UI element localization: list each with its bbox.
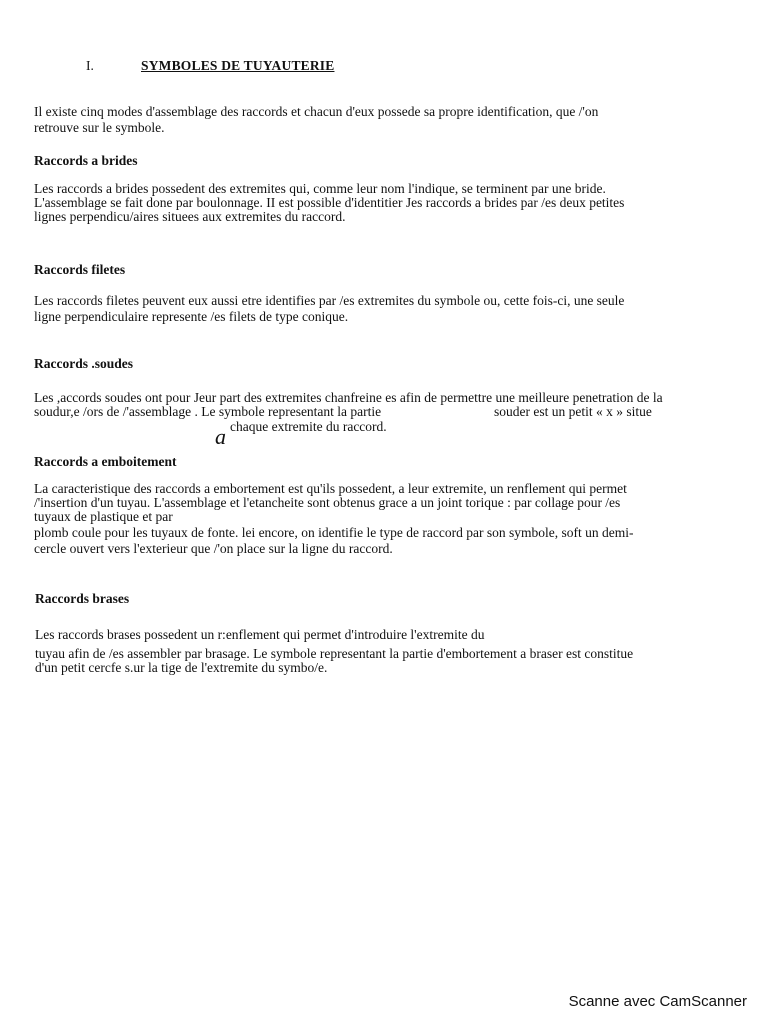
section-text-line: L'assemblage se fait done par boulonnage. II est possible d'identitier Jes raccords a brides par /es deux petites [34, 195, 625, 210]
section-heading-soudes: Raccords .soudes [34, 356, 134, 371]
section-text-line: ligne perpendiculaire represente /es filets de type conique. [34, 309, 349, 324]
camscanner-watermark: Scanne avec CamScanner [568, 993, 747, 1010]
section-heading-brides: Raccords a brides [34, 153, 138, 168]
section-text-line: tuyau afin de /es assembler par brasage. Le symbole representant la partie d'embortement a braser est constitue [35, 646, 634, 661]
section-heading-filetes: Raccords filetes [34, 262, 126, 277]
section-heading-emboitement: Raccords a emboitement [34, 454, 177, 469]
section-text-line: soudur,e /ors de /'assemblage . Le symbole representant la partie [34, 404, 382, 419]
section-text-line: lignes perpendicu/aires situees aux extremites du raccord. [34, 209, 346, 224]
section-text-line: plomb coule pour les tuyaux de fonte. lei encore, on identifie le type de raccord par son symbole, soft un demi- [34, 525, 634, 540]
section-text-line: /'insertion d'un tuyau. L'assemblage et l'etancheite sont obtenus grace a un joint torique : par collage pour /es [34, 495, 621, 510]
intro-line-2: retrouve sur le symbole. [34, 120, 165, 135]
section-text-line: d'un petit cercfe s.ur la tige de l'extremite du symbo/e. [35, 660, 328, 675]
section-text-line: cercle ouvert vers l'exterieur que /'on place sur la ligne du raccord. [34, 541, 393, 556]
section-text-line: Les raccords filetes peuvent eux aussi etre identifies par /es extremites du symbole ou, cette fois-ci, une seule [34, 293, 625, 308]
title-number: I. [86, 58, 94, 73]
section-text-line: tuyaux de plastique et par [34, 509, 173, 524]
section-text-line: souder est un petit « x » situe [494, 404, 652, 419]
section-heading-brases: Raccords brases [35, 591, 130, 606]
section-text-line: Les raccords brases possedent un r:enflement qui permet d'introduire l'extremite du [35, 627, 485, 642]
section-text-line: Les raccords a brides possedent des extremites qui, comme leur nom l'indique, se terminent par une bride. [34, 181, 606, 196]
page-title: SYMBOLES DE TUYAUTERIE [141, 58, 335, 73]
section-text-line: La caracteristique des raccords a embortement est qu'ils possedent, a leur extremite, un renflement qui permet [34, 481, 627, 496]
section-text-line: chaque extremite du raccord. [230, 419, 387, 434]
section-text-line: Les ,accords soudes ont pour Jeur part des extremites chanfreine es afin de permettre une meilleure penetration de la [34, 390, 663, 405]
stray-glyph: a [215, 424, 226, 449]
intro-line-1: Il existe cinq modes d'assemblage des raccords et chacun d'eux possede sa propre identification, que /'on [34, 104, 599, 119]
